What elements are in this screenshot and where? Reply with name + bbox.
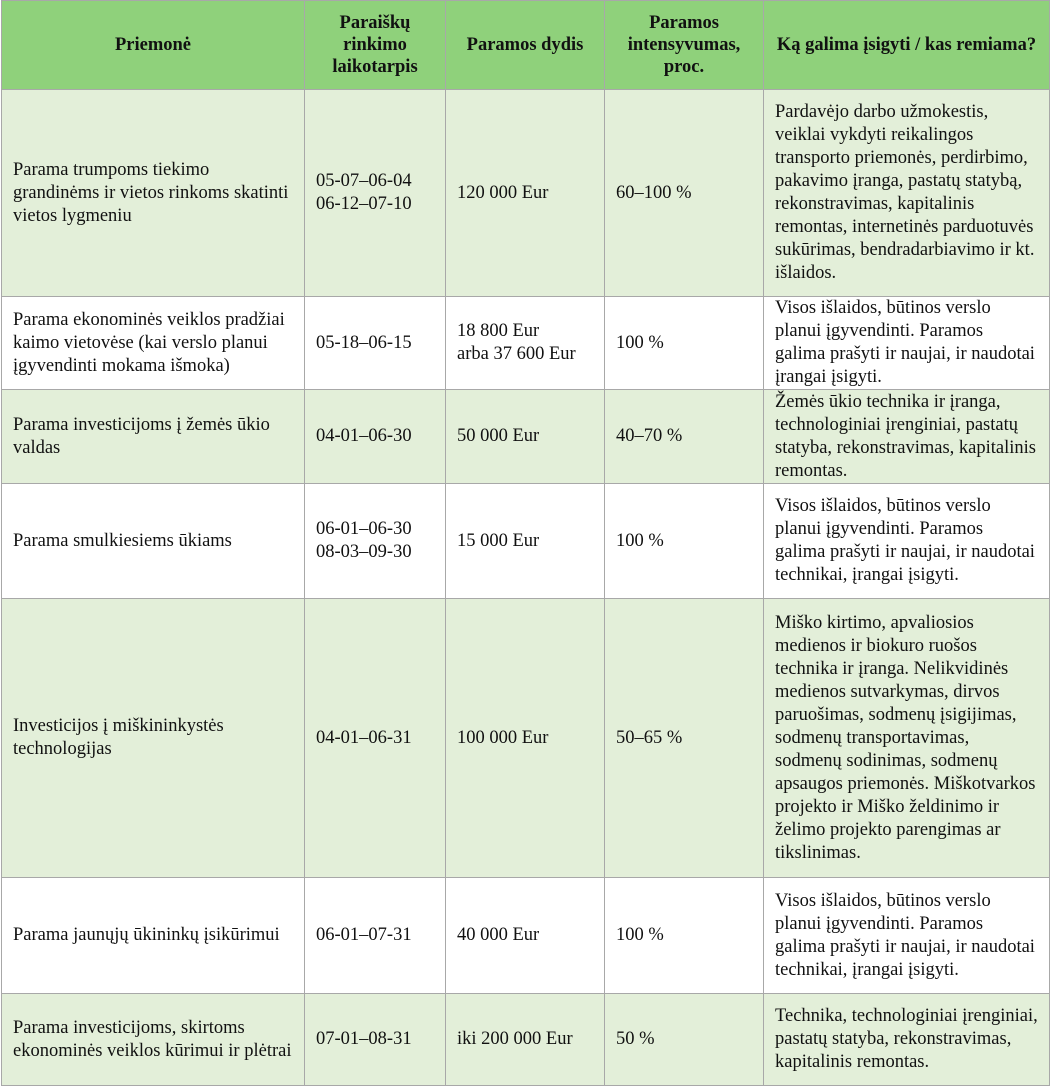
table-header-row xyxy=(2,1,1050,90)
cell-amount xyxy=(446,599,605,878)
header-measure: Priemonė xyxy=(2,1,305,90)
table-row xyxy=(2,484,1050,599)
period-line: 06-01–06-30 xyxy=(316,519,412,539)
cell-intensity: 100 % xyxy=(605,297,764,390)
table-row xyxy=(2,878,1050,994)
cell-amount xyxy=(446,390,605,484)
period-line: 08-03–09-30 xyxy=(316,542,412,562)
cell-supported: Pardavėjo darbo užmokestis, veiklai vykdyti reikalingos transporto priemonės, perdirbimo, pakavimo įranga, pastatų statybą, rekonstravimas, kapitalinis remontas, internetinės parduotuvės sukūrimas, bendradarbiavimo ir kt. išlaidos. xyxy=(764,90,1050,297)
amount-line: 40 000 Eur xyxy=(457,925,540,945)
amount-line: 15 000 Eur xyxy=(457,530,540,551)
amount-line: 120 000 Eur xyxy=(457,182,549,203)
cell-intensity: 50–65 % xyxy=(605,599,764,878)
cell-period xyxy=(305,390,446,484)
cell-supported: Visos išlaidos, būtinos verslo planui įgyvendinti. Paramos galima prašyti ir naujai, ir naudotai įrangai įsigyti. xyxy=(764,297,1050,390)
cell-intensity: 50 % xyxy=(605,994,764,1086)
cell-intensity: 40–70 % xyxy=(605,390,764,484)
table-row xyxy=(2,390,1050,484)
cell-measure: Parama ekonominės veiklos pradžiai kaimo vietovėse (kai verslo planui įgyvendinti mokama išmoka) xyxy=(2,297,305,390)
cell-period xyxy=(305,599,446,878)
cell-supported: Technika, technologiniai įrenginiai, pastatų statyba, rekonstravimas, kapitalinis remontas. xyxy=(764,994,1050,1086)
table-row xyxy=(2,599,1050,878)
cell-supported: Miško kirtimo, apvaliosios medienos ir biokuro ruošos technika ir įranga. Nelikvidinės medienos sutvarkymas, dirvos paruošimas, sodmenų įsigijimas, sodmenų transportavimas, sodmenų sodinimas, sodmenų apsaugos priemonės. Miškotvarkos projekto ir Miško želdinimo ir želimo projekto parengimas ar tikslinimas. xyxy=(764,599,1050,878)
header-period: Paraiškų rinkimo laikotarpis xyxy=(305,1,446,90)
amount-line: arba 37 600 Eur xyxy=(457,344,576,364)
cell-measure: Parama investicijoms, skirtoms ekonominės veiklos kūrimui ir plėtrai xyxy=(2,994,305,1086)
table-row xyxy=(2,297,1050,390)
period-line: 05-07–06-04 xyxy=(316,171,412,191)
cell-intensity: 100 % xyxy=(605,878,764,994)
cell-measure: Parama investicijoms į žemės ūkio valdas xyxy=(2,390,305,484)
cell-measure: Parama smulkiesiems ūkiams xyxy=(2,484,305,599)
cell-supported: Žemės ūkio technika ir įranga, technologiniai įrenginiai, pastatų statyba, rekonstravimas, kapitalinis remontas. xyxy=(764,390,1050,484)
cell-amount xyxy=(446,484,605,599)
table-row xyxy=(2,994,1050,1086)
cell-amount xyxy=(446,297,605,390)
cell-amount xyxy=(446,878,605,994)
cell-measure: Parama jaunųjų ūkininkų įsikūrimui xyxy=(2,878,305,994)
cell-supported: Visos išlaidos, būtinos verslo planui įgyvendinti. Paramos galima prašyti ir naujai, ir naudotai technikai, įrangai įsigyti. xyxy=(764,878,1050,994)
table-row xyxy=(2,90,1050,297)
header-supported: Ką galima įsigyti / kas remiama? xyxy=(764,1,1050,90)
amount-line: 100 000 Eur xyxy=(457,727,549,748)
cell-period xyxy=(305,878,446,994)
period-line: 06-01–07-31 xyxy=(316,925,412,945)
cell-intensity: 100 % xyxy=(605,484,764,599)
cell-supported: Visos išlaidos, būtinos verslo planui įgyvendinti. Paramos galima prašyti ir naujai, ir naudotai technikai, įrangai įsigyti. xyxy=(764,484,1050,599)
support-measures-table xyxy=(1,0,1050,1086)
header-intensity: Paramos intensyvumas, proc. xyxy=(605,1,764,90)
cell-intensity: 60–100 % xyxy=(605,90,764,297)
amount-line: iki 200 000 Eur xyxy=(457,1029,573,1049)
period-line: 07-01–08-31 xyxy=(316,1029,412,1049)
cell-amount xyxy=(446,994,605,1086)
cell-measure: Parama trumpoms tiekimo grandinėms ir vietos rinkoms skatinti vietos lygmeniu xyxy=(2,90,305,297)
amount-line: 18 800 Eur xyxy=(457,321,540,341)
period-line: 05-18–06-15 xyxy=(316,332,412,353)
cell-period xyxy=(305,994,446,1086)
amount-line: 50 000 Eur xyxy=(457,426,540,446)
cell-period xyxy=(305,297,446,390)
cell-measure: Investicijos į miškininkystės technologijas xyxy=(2,599,305,878)
cell-amount xyxy=(446,90,605,297)
period-line: 04-01–06-30 xyxy=(316,426,412,446)
period-line: 06-12–07-10 xyxy=(316,194,412,214)
period-line: 04-01–06-31 xyxy=(316,727,412,748)
cell-period xyxy=(305,484,446,599)
cell-period xyxy=(305,90,446,297)
header-amount: Paramos dydis xyxy=(446,1,605,90)
